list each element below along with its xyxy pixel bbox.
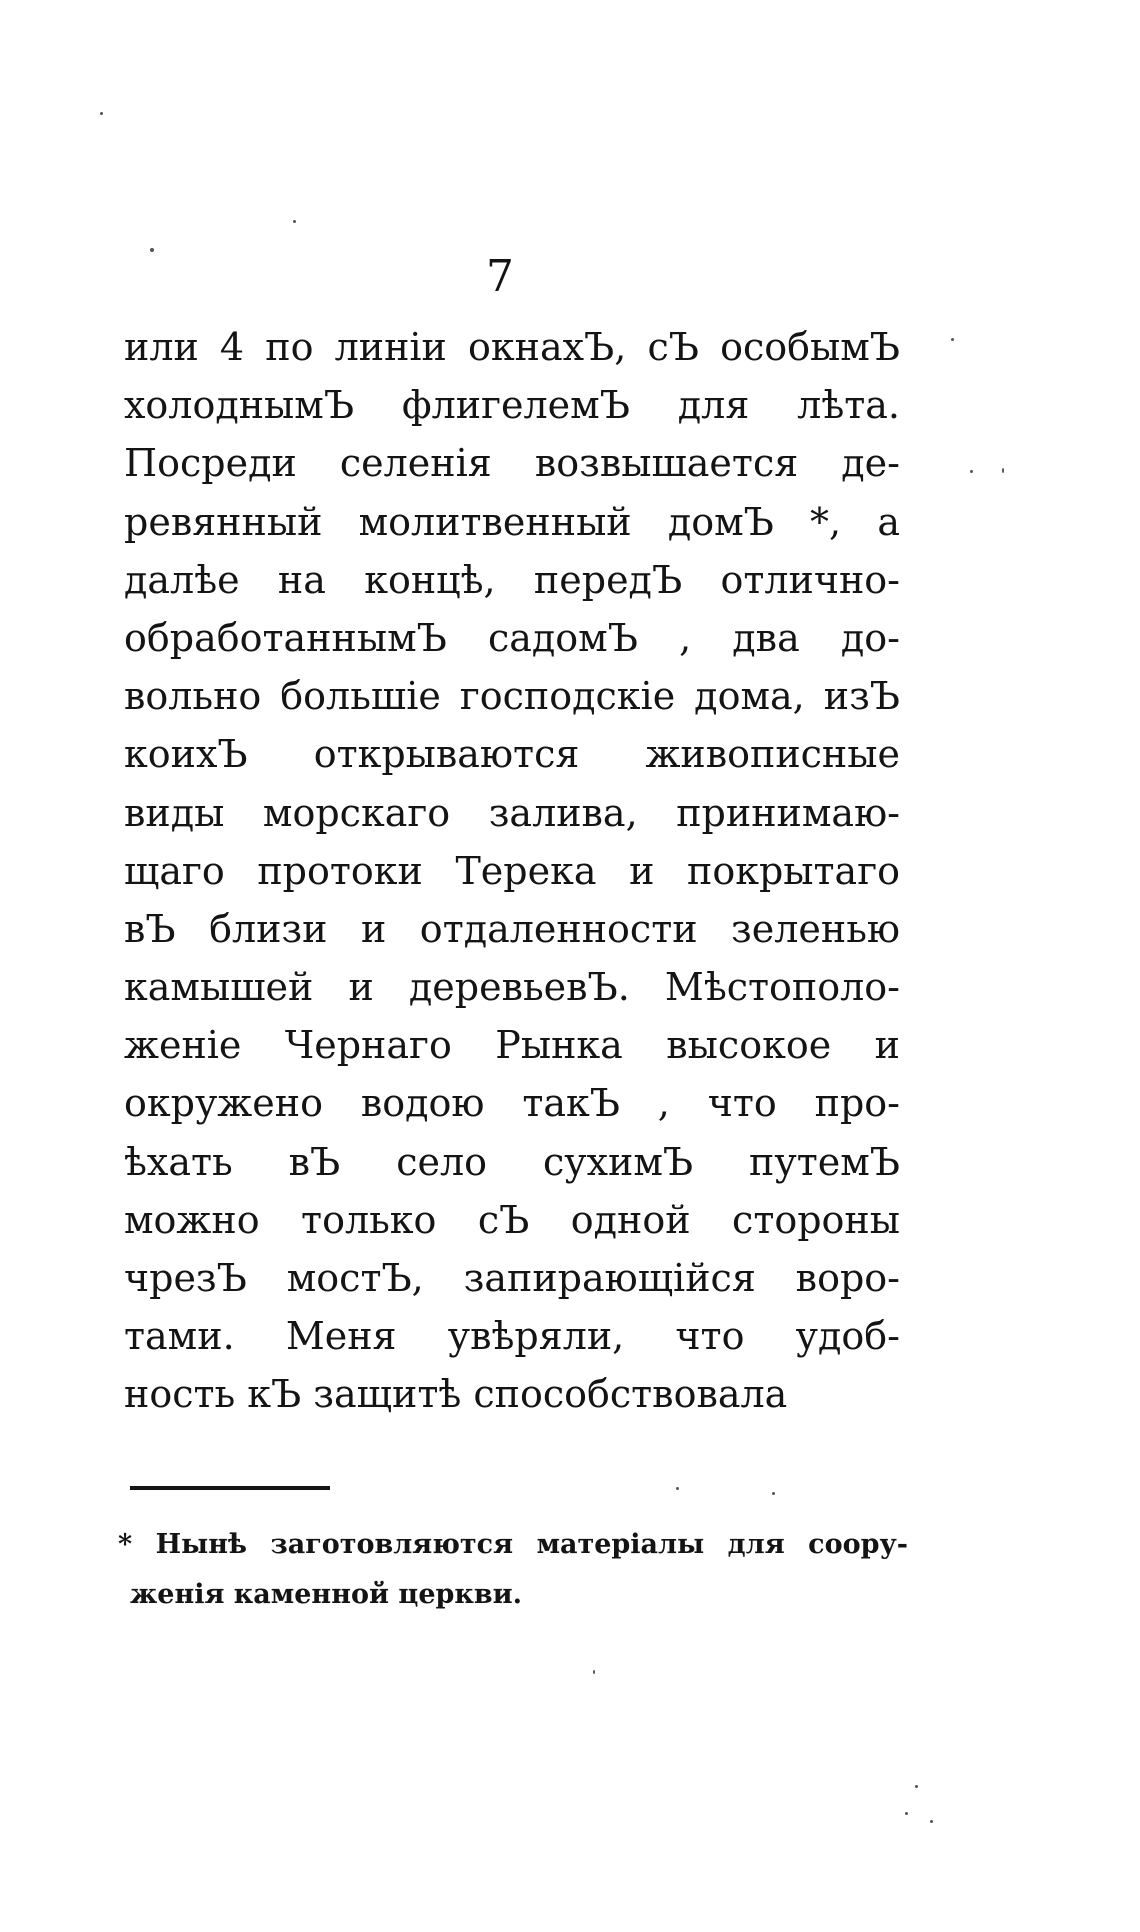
scan-speck xyxy=(930,1820,933,1823)
scan-speck xyxy=(593,1670,595,1674)
text-line: далѣе на концѣ, передЪ отлично- xyxy=(124,557,900,602)
footnote xyxy=(118,1520,908,1620)
text-line: холоднымЪ флигелемЪ для лѣта. xyxy=(124,383,900,428)
scan-speck xyxy=(772,1492,775,1495)
text-line: ность кЪ защитѣ способствовала xyxy=(124,1372,788,1417)
scan-speck xyxy=(293,220,296,223)
text-line: щаго протоки Терека и покрытаго xyxy=(124,848,900,893)
text-line: ѣхать вЪ село сухимЪ путемЪ xyxy=(124,1139,900,1184)
text-line: женiе Чернаго Рынка высокое и xyxy=(124,1023,900,1068)
text-line: коихЪ открываются живописные xyxy=(124,732,900,777)
main-text xyxy=(124,318,900,1424)
scan-speck xyxy=(905,1812,908,1815)
text-line: тами. Меня увѣряли, что удоб- xyxy=(124,1314,900,1359)
text-line: виды морскаго залива, принимаю- xyxy=(124,790,900,835)
text-line: или 4 по линiи окнахЪ, сЪ особымЪ xyxy=(124,325,900,369)
scan-speck xyxy=(100,112,103,115)
scan-speck xyxy=(676,1487,679,1490)
text-line: окружено водою такЪ , что про- xyxy=(124,1081,900,1126)
scan-speck xyxy=(970,470,973,473)
text-line: вЪ близи и отдаленности зеленью xyxy=(124,906,900,951)
page-number: 7 xyxy=(486,251,514,302)
footnote-divider xyxy=(130,1486,330,1490)
text-line: Посреди селенiя возвышается де- xyxy=(124,441,900,486)
scan-speck xyxy=(915,1785,918,1788)
footnote-line: * Нынѣ заготовляются матерiалы для соору- xyxy=(118,1529,908,1560)
text-line: можно только сЪ одной стороны xyxy=(124,1197,900,1242)
text-line: вольно большiе господскiе дома, изЪ xyxy=(124,674,900,719)
footnote-line: женiя каменной церкви. xyxy=(130,1579,523,1610)
scan-speck xyxy=(150,248,154,252)
scan-speck xyxy=(951,338,954,341)
text-line: обработаннымЪ садомЪ , два до- xyxy=(124,615,900,660)
text-line: ревянный молитвенный домЪ *, а xyxy=(124,499,900,544)
text-line: камышей и деревьевЪ. Мѣстополо- xyxy=(124,965,900,1010)
scan-speck xyxy=(1002,468,1004,473)
text-line: чрезЪ мостЪ, запирающiйся воро- xyxy=(124,1256,900,1300)
